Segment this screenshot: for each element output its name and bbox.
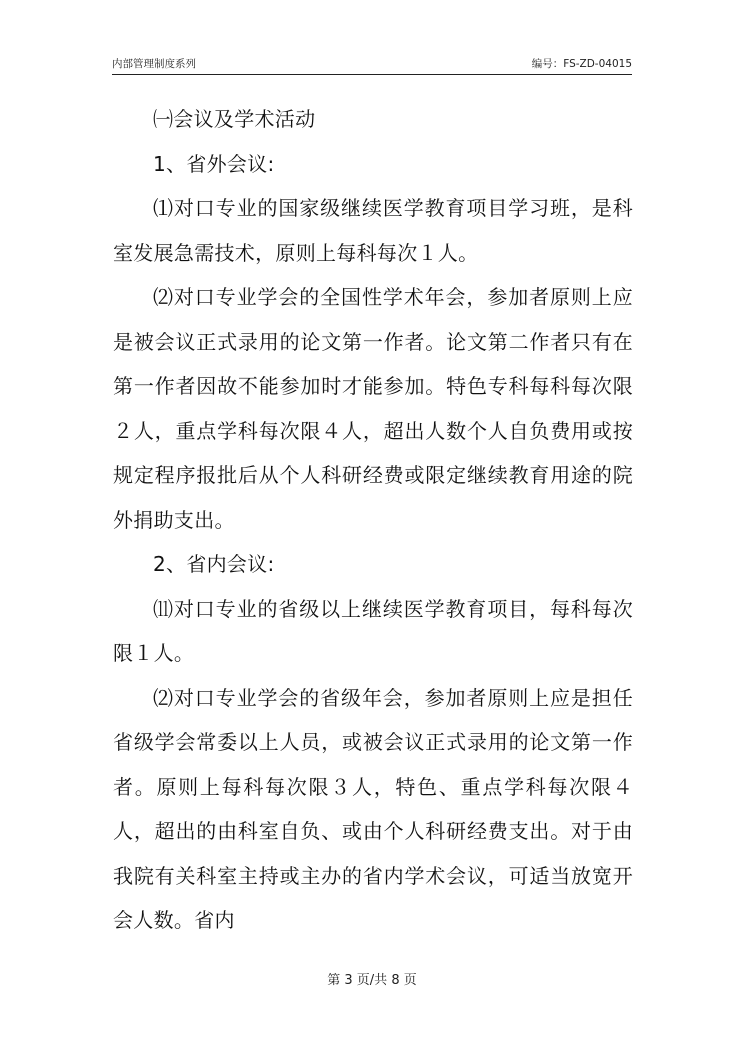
document-code: 编号：FS-ZD-04015 [531,58,632,70]
document-body [113,97,633,943]
subsection-heading-out-of-province: 1、省外会议: [153,151,275,176]
page-number: 第 3 页/共 8 页 [327,973,417,988]
paragraph-provincial-program: ⑾对口专业的省级以上继续医学教育项目，每科每次限１人。 [113,596,633,665]
subsection-heading-in-province: 2、省内会议: [153,552,275,576]
page-header [112,54,632,75]
document-series: 内部管理制度系列 [112,58,196,70]
paragraph-national-conference: ⑵对口专业学会的全国性学术年会，参加者原则上应是被会议正式录用的论文第一作者。论文第二作者只有在第一作者因故不能参加时才能参加。特色专科每科每次限２人，重点学科每次限４人，超出人数个人自负费用或按规定程序报批后从个人科研经费或限定继续教育用途的院外捐助支出。 [113,285,633,532]
paragraph-provincial-conference: ⑵对口专业学会的省级年会，参加者原则上应是担任省级学会常委以上人员，或被会议正式录用的论文第一作者。原则上每科每次限３人，特色、重点学科每次限４人，超出的由科室自负、或由个人科研经费支出。对于由我院有关科室主持或主办的省内学术会议，可适当放宽开会人数。省内 [113,685,633,932]
paragraph-national-program: ⑴对口专业的国家级继续医学教育项目学习班，是科室发展急需技术，原则上每科每次１人。 [113,196,633,265]
section-heading: ㈠会议及学术活动 [153,107,316,131]
